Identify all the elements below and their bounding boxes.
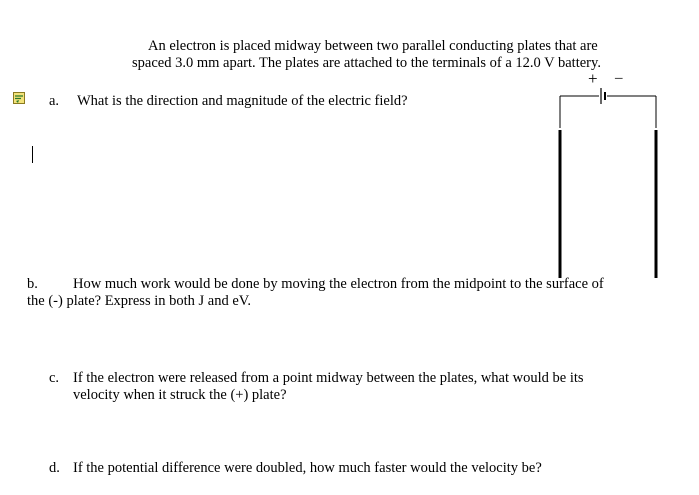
intro-line-1: An electron is placed midway between two parallel conducting plates that are xyxy=(148,38,598,54)
intro-line-2: spaced 3.0 mm apart. The plates are attached to the terminals of a 12.0 V battery. xyxy=(132,55,601,71)
minus-sign: – xyxy=(615,70,623,86)
question-b-label: b. xyxy=(27,276,38,292)
question-b-text-line1: How much work would be done by moving the electron from the midpoint to the surface of xyxy=(73,276,604,292)
question-a-label: a. xyxy=(49,93,60,109)
question-a-text: What is the direction and magnitude of the electric field? xyxy=(77,93,408,109)
question-d-text: If the potential difference were doubled, how much faster would the velocity be? xyxy=(73,460,542,476)
question-c-label: c. xyxy=(49,370,60,386)
plus-sign: + xyxy=(588,69,598,88)
question-c-text-line1: If the electron were released from a point midway between the plates, what would be its xyxy=(73,370,584,386)
question-d-label: d. xyxy=(49,460,60,476)
question-b-text-line2: the (-) plate? Express in both J and eV. xyxy=(27,293,252,309)
question-c-text-line2: velocity when it struck the (+) plate? xyxy=(73,387,287,403)
